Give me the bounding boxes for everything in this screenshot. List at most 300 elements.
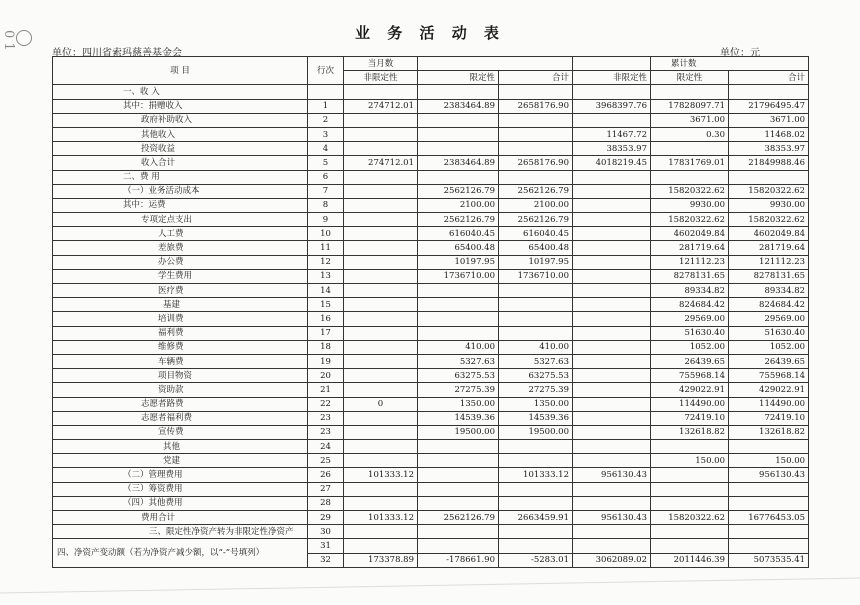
cell-current-total: 10197.95 bbox=[499, 255, 573, 269]
cell-cumulative-unrestricted bbox=[573, 411, 651, 425]
row-item-label: 资助款 bbox=[53, 383, 308, 397]
table-row bbox=[53, 127, 809, 141]
row-line-number: 31 bbox=[308, 539, 344, 553]
cell-cumulative-total: 11468.02 bbox=[729, 127, 809, 141]
cell-cumulative-restricted bbox=[651, 142, 729, 156]
table-row bbox=[53, 142, 809, 156]
row-line-number: 5 bbox=[308, 156, 344, 170]
organization-label: 单位：四川省索玛慈善基金会 bbox=[52, 48, 182, 59]
cell-current-restricted: 14539.36 bbox=[418, 411, 499, 425]
cell-cumulative-unrestricted bbox=[573, 85, 651, 99]
cell-cumulative-unrestricted bbox=[573, 255, 651, 269]
cell-cumulative-unrestricted bbox=[573, 425, 651, 439]
cell-current-restricted: 410.00 bbox=[418, 340, 499, 354]
cell-cumulative-restricted bbox=[651, 170, 729, 184]
cell-cumulative-total: 150.00 bbox=[729, 454, 809, 468]
cell-cumulative-total bbox=[729, 525, 809, 539]
cell-current-unrestricted: 274712.01 bbox=[344, 156, 418, 170]
cell-cumulative-unrestricted bbox=[573, 170, 651, 184]
row-line-number bbox=[308, 85, 344, 99]
cell-cumulative-total: 1052.00 bbox=[729, 340, 809, 354]
cell-cumulative-unrestricted bbox=[573, 198, 651, 212]
cell-cumulative-total bbox=[729, 170, 809, 184]
table-row bbox=[53, 213, 809, 227]
cell-cumulative-restricted bbox=[651, 525, 729, 539]
cell-current-restricted: 2383464.89 bbox=[418, 99, 499, 113]
row-line-number: 21 bbox=[308, 383, 344, 397]
row-line-number: 28 bbox=[308, 496, 344, 510]
header-line: 行次 bbox=[308, 57, 344, 85]
cell-cumulative-total: 281719.64 bbox=[729, 241, 809, 255]
row-item-label: 政府补助收入 bbox=[53, 113, 308, 127]
cell-cumulative-restricted: 824684.42 bbox=[651, 298, 729, 312]
table-row bbox=[53, 369, 809, 383]
cell-cumulative-total: 956130.43 bbox=[729, 468, 809, 482]
row-item-label: （一）业务活动成本 bbox=[53, 184, 308, 198]
cell-current-restricted: 616040.45 bbox=[418, 227, 499, 241]
header-row-1 bbox=[53, 57, 809, 71]
cell-current-unrestricted bbox=[344, 411, 418, 425]
cell-current-unrestricted bbox=[344, 454, 418, 468]
cell-cumulative-restricted: 17831769.01 bbox=[651, 156, 729, 170]
cell-current-total: 19500.00 bbox=[499, 425, 573, 439]
row-item-label: 基建 bbox=[53, 298, 308, 312]
cell-cumulative-unrestricted bbox=[573, 113, 651, 127]
cell-cumulative-restricted: 29569.00 bbox=[651, 312, 729, 326]
cell-current-restricted bbox=[418, 326, 499, 340]
cell-current-unrestricted bbox=[344, 369, 418, 383]
cell-current-total bbox=[499, 525, 573, 539]
table-row bbox=[53, 411, 809, 425]
row-line-number: 18 bbox=[308, 340, 344, 354]
cell-current-unrestricted bbox=[344, 127, 418, 141]
cell-current-restricted: 10197.95 bbox=[418, 255, 499, 269]
cell-current-total bbox=[499, 284, 573, 298]
cell-current-restricted bbox=[418, 525, 499, 539]
cell-cumulative-total: 114490.00 bbox=[729, 397, 809, 411]
cell-cumulative-total: 89334.82 bbox=[729, 284, 809, 298]
row-line-number: 20 bbox=[308, 369, 344, 383]
cell-cumulative-restricted bbox=[651, 468, 729, 482]
cell-current-unrestricted bbox=[344, 170, 418, 184]
cell-current-restricted: 2562126.79 bbox=[418, 213, 499, 227]
row-line-number: 8 bbox=[308, 198, 344, 212]
cell-cumulative-unrestricted: 38353.97 bbox=[573, 142, 651, 156]
cell-current-restricted bbox=[418, 284, 499, 298]
cell-current-total: 2562126.79 bbox=[499, 213, 573, 227]
cell-current-total: 2658176.90 bbox=[499, 99, 573, 113]
cell-cumulative-restricted: 755968.14 bbox=[651, 369, 729, 383]
row-line-number: 22 bbox=[308, 397, 344, 411]
cell-current-restricted bbox=[418, 468, 499, 482]
cell-cumulative-unrestricted bbox=[573, 269, 651, 283]
row-item-label: 投资收益 bbox=[53, 142, 308, 156]
cell-current-total bbox=[499, 454, 573, 468]
cell-cumulative-total: 4602049.84 bbox=[729, 227, 809, 241]
row-item-label: 其他收入 bbox=[53, 127, 308, 141]
cell-cumulative-unrestricted bbox=[573, 383, 651, 397]
cell-cumulative-unrestricted: 4018219.45 bbox=[573, 156, 651, 170]
row-item-label: 收入合计 bbox=[53, 156, 308, 170]
cell-current-unrestricted bbox=[344, 213, 418, 227]
cell-current-unrestricted bbox=[344, 184, 418, 198]
cell-cumulative-total: 15820322.62 bbox=[729, 184, 809, 198]
cell-current-unrestricted bbox=[344, 354, 418, 368]
cell-current-unrestricted bbox=[344, 312, 418, 326]
cell-current-unrestricted bbox=[344, 85, 418, 99]
cell-current-restricted bbox=[418, 142, 499, 156]
row-item-label: 办公费 bbox=[53, 255, 308, 269]
cell-current-total: 2658176.90 bbox=[499, 156, 573, 170]
row-line-number: 7 bbox=[308, 184, 344, 198]
cell-cumulative-restricted: 114490.00 bbox=[651, 397, 729, 411]
table-row bbox=[53, 440, 809, 454]
cell-current-total: 410.00 bbox=[499, 340, 573, 354]
cell-cumulative-restricted: 8278131.65 bbox=[651, 269, 729, 283]
row-line-number: 25 bbox=[308, 454, 344, 468]
cell-current-total: 616040.45 bbox=[499, 227, 573, 241]
cell-current-restricted bbox=[418, 127, 499, 141]
cell-cumulative-restricted: 1052.00 bbox=[651, 340, 729, 354]
cell-current-unrestricted bbox=[344, 284, 418, 298]
cell-cumulative-unrestricted bbox=[573, 227, 651, 241]
cell-cumulative-unrestricted bbox=[573, 284, 651, 298]
cell-current-total: -5283.01 bbox=[499, 553, 573, 567]
cell-cumulative-total: 3671.00 bbox=[729, 113, 809, 127]
row-item-label: 差旅费 bbox=[53, 241, 308, 255]
header-current-month: 当月数 bbox=[344, 57, 418, 71]
cell-cumulative-restricted: 3671.00 bbox=[651, 113, 729, 127]
row-item-label: 党建 bbox=[53, 454, 308, 468]
cell-cumulative-total: 38353.97 bbox=[729, 142, 809, 156]
cell-cumulative-unrestricted bbox=[573, 482, 651, 496]
header-current-unrestricted: 非限定性 bbox=[344, 71, 418, 85]
cell-current-restricted bbox=[418, 482, 499, 496]
cell-current-restricted: 1736710.00 bbox=[418, 269, 499, 283]
cell-cumulative-total: 26439.65 bbox=[729, 354, 809, 368]
cell-cumulative-restricted bbox=[651, 496, 729, 510]
row-line-number: 29 bbox=[308, 511, 344, 525]
cell-current-restricted: 1350.00 bbox=[418, 397, 499, 411]
cell-current-unrestricted bbox=[344, 425, 418, 439]
cell-cumulative-total: 15820322.62 bbox=[729, 213, 809, 227]
table-row bbox=[53, 511, 809, 525]
cell-current-total: 2100.00 bbox=[499, 198, 573, 212]
cell-current-total: 1736710.00 bbox=[499, 269, 573, 283]
row-item-label: 费用合计 bbox=[53, 511, 308, 525]
table-row bbox=[53, 284, 809, 298]
header-cumulative-spacer bbox=[573, 57, 651, 71]
header-current-month-spacer bbox=[418, 57, 573, 71]
cell-current-total bbox=[499, 85, 573, 99]
table-row bbox=[53, 255, 809, 269]
cell-current-total: 2562126.79 bbox=[499, 184, 573, 198]
cell-current-total bbox=[499, 482, 573, 496]
cell-cumulative-total: 21849988.46 bbox=[729, 156, 809, 170]
cell-current-unrestricted: 0 bbox=[344, 397, 418, 411]
row-line-number: 10 bbox=[308, 227, 344, 241]
cell-cumulative-restricted: 429022.91 bbox=[651, 383, 729, 397]
row-line-number: 14 bbox=[308, 284, 344, 298]
cell-cumulative-restricted: 121112.23 bbox=[651, 255, 729, 269]
cell-current-total bbox=[499, 170, 573, 184]
table-row bbox=[53, 326, 809, 340]
cell-current-restricted: 19500.00 bbox=[418, 425, 499, 439]
cell-current-unrestricted: 101333.12 bbox=[344, 511, 418, 525]
header-item: 项 目 bbox=[53, 57, 308, 85]
header-current-restricted: 限定性 bbox=[418, 71, 499, 85]
cell-cumulative-total: 9930.00 bbox=[729, 198, 809, 212]
table-row bbox=[53, 156, 809, 170]
row-line-number: 2 bbox=[308, 113, 344, 127]
cell-current-restricted bbox=[418, 312, 499, 326]
row-line-number: 23 bbox=[308, 425, 344, 439]
table-row bbox=[53, 241, 809, 255]
cell-current-total: 27275.39 bbox=[499, 383, 573, 397]
table-row bbox=[53, 482, 809, 496]
cell-current-total: 5327.63 bbox=[499, 354, 573, 368]
activity-statement-table bbox=[52, 56, 809, 568]
cell-cumulative-unrestricted: 3062089.02 bbox=[573, 553, 651, 567]
cell-cumulative-restricted: 89334.82 bbox=[651, 284, 729, 298]
cell-cumulative-total: 755968.14 bbox=[729, 369, 809, 383]
cell-current-restricted: 2562126.79 bbox=[418, 184, 499, 198]
cell-cumulative-total: 72419.10 bbox=[729, 411, 809, 425]
cell-cumulative-unrestricted bbox=[573, 326, 651, 340]
cell-cumulative-total: 5073535.41 bbox=[729, 553, 809, 567]
row-item-label: 其中：捐赠收入 bbox=[53, 99, 308, 113]
table-row bbox=[53, 383, 809, 397]
row-line-number: 12 bbox=[308, 255, 344, 269]
cell-current-unrestricted bbox=[344, 383, 418, 397]
row-item-label: 人工费 bbox=[53, 227, 308, 241]
row-item-label: 项目物资 bbox=[53, 369, 308, 383]
cell-current-restricted: 65400.48 bbox=[418, 241, 499, 255]
cell-current-unrestricted bbox=[344, 525, 418, 539]
cell-current-unrestricted bbox=[344, 269, 418, 283]
cell-cumulative-total: 429022.91 bbox=[729, 383, 809, 397]
row-item-label: 二、费 用 bbox=[53, 170, 308, 184]
cell-current-unrestricted bbox=[344, 241, 418, 255]
table-row bbox=[53, 298, 809, 312]
header-cumulative-unrestricted: 非限定性 bbox=[573, 71, 651, 85]
cell-current-unrestricted: 101333.12 bbox=[344, 468, 418, 482]
cell-cumulative-total: 824684.42 bbox=[729, 298, 809, 312]
table-row bbox=[53, 397, 809, 411]
table-row-net-change-a bbox=[53, 539, 809, 553]
cell-cumulative-unrestricted: 956130.43 bbox=[573, 468, 651, 482]
cell-current-unrestricted bbox=[344, 340, 418, 354]
table-row bbox=[53, 312, 809, 326]
cell-current-unrestricted: 173378.89 bbox=[344, 553, 418, 567]
cell-cumulative-unrestricted bbox=[573, 340, 651, 354]
table-row bbox=[53, 170, 809, 184]
row-line-number: 11 bbox=[308, 241, 344, 255]
row-item-label: 志愿者路费 bbox=[53, 397, 308, 411]
row-line-number: 4 bbox=[308, 142, 344, 156]
cell-current-total: 14539.36 bbox=[499, 411, 573, 425]
cell-cumulative-unrestricted bbox=[573, 440, 651, 454]
row-line-number: 30 bbox=[308, 525, 344, 539]
cell-cumulative-total bbox=[729, 85, 809, 99]
cell-current-total: 2663459.91 bbox=[499, 511, 573, 525]
row-line-number: 3 bbox=[308, 127, 344, 141]
cell-current-restricted bbox=[418, 170, 499, 184]
row-item-label: 福利费 bbox=[53, 326, 308, 340]
row-item-label: （三）筹资费用 bbox=[53, 482, 308, 496]
cell-cumulative-total: 51630.40 bbox=[729, 326, 809, 340]
cell-cumulative-unrestricted bbox=[573, 354, 651, 368]
table-row bbox=[53, 227, 809, 241]
row-line-number: 26 bbox=[308, 468, 344, 482]
row-line-number: 9 bbox=[308, 213, 344, 227]
row-item-label: 专项定点支出 bbox=[53, 213, 308, 227]
cell-cumulative-unrestricted: 3968397.76 bbox=[573, 99, 651, 113]
cell-cumulative-restricted: 51630.40 bbox=[651, 326, 729, 340]
cell-current-unrestricted bbox=[344, 298, 418, 312]
cell-cumulative-unrestricted bbox=[573, 213, 651, 227]
row-item-label: 维修费 bbox=[53, 340, 308, 354]
row-item-label: 四、净资产变动额（若为净资产减少额，以“-”号填列） bbox=[53, 539, 308, 567]
row-line-number: 17 bbox=[308, 326, 344, 340]
cell-current-total bbox=[499, 440, 573, 454]
currency-unit-label: 单位：元 bbox=[720, 48, 760, 59]
cell-cumulative-total bbox=[729, 440, 809, 454]
cell-cumulative-total bbox=[729, 482, 809, 496]
cell-cumulative-restricted bbox=[651, 482, 729, 496]
table-row bbox=[53, 354, 809, 368]
cell-cumulative-unrestricted bbox=[573, 298, 651, 312]
table-row bbox=[53, 269, 809, 283]
cell-cumulative-unrestricted bbox=[573, 241, 651, 255]
row-item-label: 学生费用 bbox=[53, 269, 308, 283]
margin-handwritten-mark: 0 1 bbox=[10, 30, 32, 80]
cell-cumulative-unrestricted bbox=[573, 496, 651, 510]
cell-cumulative-unrestricted: 11467.72 bbox=[573, 127, 651, 141]
cell-current-restricted bbox=[418, 454, 499, 468]
row-item-label: 其中：运费 bbox=[53, 198, 308, 212]
cell-cumulative-restricted: 15820322.62 bbox=[651, 511, 729, 525]
cell-current-total: 1350.00 bbox=[499, 397, 573, 411]
header-current-total: 合计 bbox=[499, 71, 573, 85]
table-row bbox=[53, 198, 809, 212]
cell-cumulative-restricted: 4602049.84 bbox=[651, 227, 729, 241]
row-item-label: 培训费 bbox=[53, 312, 308, 326]
cell-current-total bbox=[499, 298, 573, 312]
cell-current-restricted: 2562126.79 bbox=[418, 511, 499, 525]
row-item-label: 医疗费 bbox=[53, 284, 308, 298]
row-item-label: 车辆费 bbox=[53, 354, 308, 368]
cell-current-unrestricted bbox=[344, 482, 418, 496]
cell-current-restricted bbox=[418, 440, 499, 454]
cell-cumulative-restricted: 132618.82 bbox=[651, 425, 729, 439]
cell-cumulative-restricted: 2011446.39 bbox=[651, 553, 729, 567]
header-cumulative-total: 合计 bbox=[729, 71, 809, 85]
table-row bbox=[53, 425, 809, 439]
report-title: 业 务 活 动 表 bbox=[355, 24, 505, 42]
row-line-number: 15 bbox=[308, 298, 344, 312]
cell-current-unrestricted: 274712.01 bbox=[344, 99, 418, 113]
cell-current-total bbox=[499, 312, 573, 326]
table-row bbox=[53, 468, 809, 482]
cell-cumulative-unrestricted: 956130.43 bbox=[573, 511, 651, 525]
cell-cumulative-restricted bbox=[651, 85, 729, 99]
table-row bbox=[53, 454, 809, 468]
cell-current-restricted: 27275.39 bbox=[418, 383, 499, 397]
cell-current-total bbox=[499, 496, 573, 510]
row-line-number: 16 bbox=[308, 312, 344, 326]
cell-current-total bbox=[499, 113, 573, 127]
table-row bbox=[53, 113, 809, 127]
row-item-label: 三、限定性净资产转为非限定性净资产 bbox=[53, 525, 308, 539]
row-line-number: 13 bbox=[308, 269, 344, 283]
cell-current-restricted: 2100.00 bbox=[418, 198, 499, 212]
table-row bbox=[53, 525, 809, 539]
cell-cumulative-restricted: 281719.64 bbox=[651, 241, 729, 255]
cell-current-unrestricted bbox=[344, 227, 418, 241]
cell-cumulative-restricted: 26439.65 bbox=[651, 354, 729, 368]
row-line-number: 19 bbox=[308, 354, 344, 368]
cell-cumulative-restricted: 150.00 bbox=[651, 454, 729, 468]
row-line-number: 27 bbox=[308, 482, 344, 496]
row-line-number: 24 bbox=[308, 440, 344, 454]
cell-current-restricted: -178661.90 bbox=[418, 553, 499, 567]
cell-current-restricted: 5327.63 bbox=[418, 354, 499, 368]
row-line-number: 1 bbox=[308, 99, 344, 113]
cell-current-restricted bbox=[418, 85, 499, 99]
cell-current-restricted bbox=[418, 298, 499, 312]
cell-cumulative-total: 8278131.65 bbox=[729, 269, 809, 283]
cell-current-unrestricted bbox=[344, 198, 418, 212]
scan-edge-line bbox=[0, 577, 860, 593]
cell-current-restricted bbox=[418, 496, 499, 510]
cell-cumulative-restricted bbox=[651, 440, 729, 454]
cell-current-unrestricted bbox=[344, 496, 418, 510]
cell-current-total bbox=[499, 127, 573, 141]
cell-cumulative-unrestricted bbox=[573, 369, 651, 383]
cell-cumulative-unrestricted bbox=[573, 525, 651, 539]
row-line-number: 6 bbox=[308, 170, 344, 184]
cell-cumulative-restricted: 0.30 bbox=[651, 127, 729, 141]
cell-cumulative-restricted: 15820322.62 bbox=[651, 184, 729, 198]
row-item-label: 其他 bbox=[53, 440, 308, 454]
cell-current-total bbox=[499, 326, 573, 340]
cell-cumulative-unrestricted bbox=[573, 454, 651, 468]
cell-cumulative-total bbox=[729, 496, 809, 510]
cell-cumulative-unrestricted bbox=[573, 397, 651, 411]
cell-current-unrestricted bbox=[344, 142, 418, 156]
cell-current-unrestricted bbox=[344, 326, 418, 340]
table-row bbox=[53, 340, 809, 354]
row-item-label: 宣传费 bbox=[53, 425, 308, 439]
cell-current-restricted: 2383464.89 bbox=[418, 156, 499, 170]
cell-current-unrestricted bbox=[344, 113, 418, 127]
cell-cumulative-total: 29569.00 bbox=[729, 312, 809, 326]
cell-cumulative-total: 121112.23 bbox=[729, 255, 809, 269]
row-item-label: 志愿者福利费 bbox=[53, 411, 308, 425]
cell-cumulative-unrestricted bbox=[573, 184, 651, 198]
header-cumulative-restricted: 限定性 bbox=[651, 71, 729, 85]
cell-current-unrestricted bbox=[344, 255, 418, 269]
row-line-number: 23 bbox=[308, 411, 344, 425]
row-item-label: （二）管理费用 bbox=[53, 468, 308, 482]
cell-current-total bbox=[499, 142, 573, 156]
cell-cumulative-total: 132618.82 bbox=[729, 425, 809, 439]
table-row bbox=[53, 184, 809, 198]
cell-current-total: 65400.48 bbox=[499, 241, 573, 255]
table-row bbox=[53, 99, 809, 113]
cell-cumulative-restricted: 9930.00 bbox=[651, 198, 729, 212]
